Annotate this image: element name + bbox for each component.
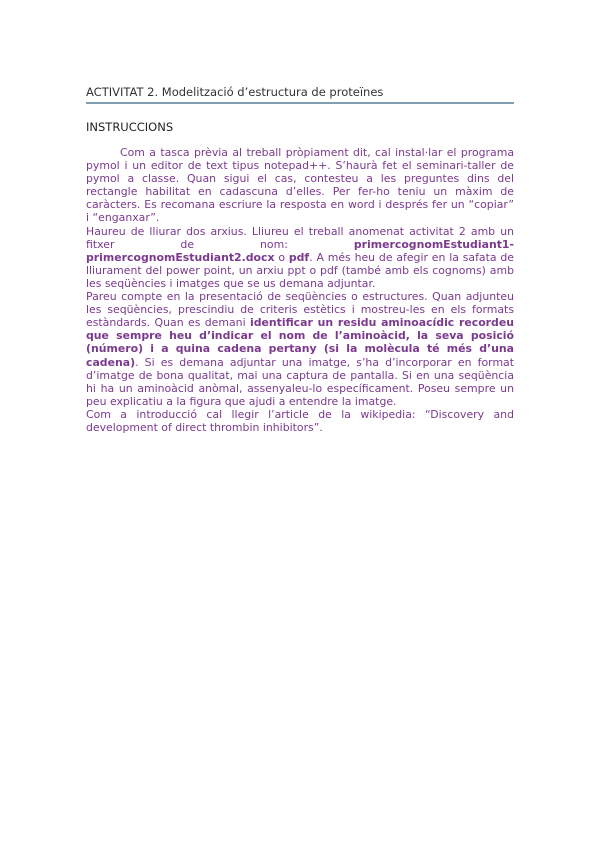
delivery-filename: primercognomEstudiant1-primercognomEstudiant2.docx [86,237,514,264]
presentation-text-before: Pareu compte en la presentació de seqüències o estructures. Quan adjunteu les seqüències, prescindiu de criteris estètics i mostreu-les en els formats estàndards. Quan es demani [86,290,514,330]
delivery-text-before: Haureu de lliurar dos arxius. Lliureu el treball anomenat activitat 2 amb un fitxer de nom: [86,224,514,251]
presentation-emphasis: identificar un residu aminoacídic recordeu que sempre heu d’indicar el nom de l’aminoàcid, la seva posició (número) i a quina cadena pertany (si la molècula té més d’una cadena) [86,316,514,369]
paragraph-prerequisites: Com a tasca prèvia al treball pròpiament dit, cal instal·lar el programa pymol i un editor de text tipus notepad++. S’haurà fet el seminari-taller de pymol a classe. Quan sigui el cas, contesteu a les preguntes dins del rectangle habilitat en cadascuna d’elles. Per fer-ho teniu un màxim de caràcters. Es recomana escriure la resposta en word i després fer un “copiar” i “enganxar”. [86,146,514,225]
instructions-body [86,146,514,434]
delivery-text-mid: o [274,250,289,264]
section-title: INSTRUCCIONS [86,120,174,134]
delivery-text-after: . A més heu de afegir en la safata de lliurament del power point, un arxiu ppt o pdf (també amb els cognoms) amb les seqüències i imatges que se us demana adjuntar. [86,250,514,290]
paragraph-presentation [86,290,514,408]
presentation-text-after: . Si es demana adjuntar una imatge, s’ha d’incorporar en format d’imatge de bona qualitat, mai una captura de pantalla. Si en una seqüència hi ha un aminoàcid anòmal, assenyaleu-lo específicament. Poseu sempre un peu explicatiu a la figura que ajudi a entendre la imatge. [86,355,514,408]
delivery-format: pdf [288,250,310,264]
paragraph-introduction: Com a introducció cal llegir l’article de la wikipedia: “Discovery and development of direct thrombin inhibitors”. [86,407,514,434]
header-title: ACTIVITAT 2. Modelització d’estructura de proteïnes [86,85,384,99]
paragraph-delivery [86,225,514,290]
page-header [86,85,514,104]
